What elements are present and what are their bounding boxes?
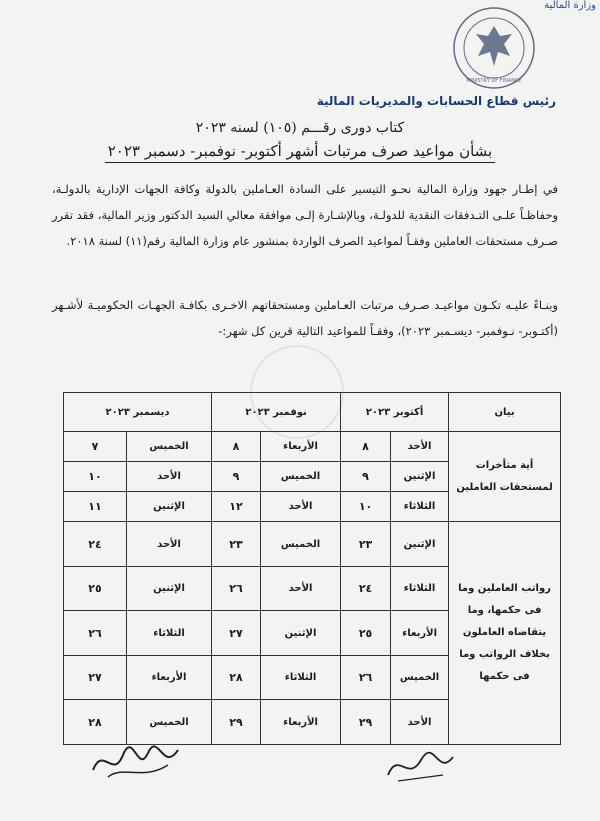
logo-text: MINISTRY OF FINANCE	[466, 78, 522, 84]
oct-date: ٩	[341, 462, 391, 492]
dec-day: الأحد	[127, 462, 212, 492]
nov-day: الإثنين	[261, 611, 341, 656]
nov-date: ٩	[212, 462, 261, 492]
group-label-salaries: رواتب العاملين وما فى حكمها، وما يتقاضاه العاملون بخلاف الرواتب وما فى حكمها	[449, 522, 561, 745]
dec-date: ٢٥	[64, 566, 127, 611]
nov-date: ٢٦	[212, 566, 261, 611]
oct-day: الأربعاء	[391, 611, 449, 656]
oct-day: الثلاثاء	[391, 566, 449, 611]
oct-date: ٢٤	[341, 566, 391, 611]
oct-date: ٢٣	[341, 522, 391, 567]
title-underline	[105, 162, 495, 163]
dec-day: الأربعاء	[127, 655, 212, 700]
eagle-emblem-icon	[452, 6, 536, 90]
oct-day: الخميس	[391, 655, 449, 700]
oct-day: الإثنين	[391, 462, 449, 492]
dec-date: ٢٨	[64, 700, 127, 745]
nov-day: الأربعاء	[261, 700, 341, 745]
nov-date: ١٢	[212, 492, 261, 522]
nov-day: الخميس	[261, 522, 341, 567]
dec-date: ١٠	[64, 462, 127, 492]
circular-title: كتاب دورى رقـــم (١٠٥) لسنه ٢٠٢٣	[195, 120, 405, 136]
oct-day: الأحد	[391, 700, 449, 745]
dec-day: الثلاثاء	[127, 611, 212, 656]
header-december: ديسمبر ٢٠٢٣	[64, 393, 212, 432]
circular-subject: بشأن مواعيد صرف مرتبات أشهر أكتوبر- نوفمبر- دسمبر ٢٠٢٣	[107, 142, 493, 160]
dec-day: الخميس	[127, 700, 212, 745]
nov-day: الأربعاء	[261, 432, 341, 462]
nov-day: الخميس	[261, 462, 341, 492]
signature-left	[88, 735, 183, 785]
dec-date: ٢٦	[64, 611, 127, 656]
nov-day: الأحد	[261, 492, 341, 522]
payment-schedule-table	[63, 392, 561, 745]
header-label: بيان	[449, 393, 561, 432]
header-november: نوفمبر ٢٠٢٣	[212, 393, 341, 432]
oct-date: ٢٥	[341, 611, 391, 656]
oct-day: الثلاثاء	[391, 492, 449, 522]
dec-date: ١١	[64, 492, 127, 522]
table-header-row	[64, 393, 561, 432]
dec-day: الأحد	[127, 522, 212, 567]
nov-day: الثلاثاء	[261, 655, 341, 700]
header-october: أكتوبر ٢٠٢٣	[341, 393, 449, 432]
dec-date: ٧	[64, 432, 127, 462]
dec-date: ٢٤	[64, 522, 127, 567]
oct-date: ٨	[341, 432, 391, 462]
oct-day: الأحد	[391, 432, 449, 462]
dec-day: الخميس	[127, 432, 212, 462]
table-row	[64, 522, 561, 567]
signature-right	[383, 745, 458, 785]
nov-date: ٨	[212, 432, 261, 462]
dec-date: ٢٧	[64, 655, 127, 700]
oct-day: الإثنين	[391, 522, 449, 567]
nov-date: ٢٩	[212, 700, 261, 745]
oct-date: ١٠	[341, 492, 391, 522]
oct-date: ٢٦	[341, 655, 391, 700]
table-row	[64, 432, 561, 462]
header-top-text: وزارة المالية	[544, 0, 596, 11]
dec-day: الإثنين	[127, 566, 212, 611]
nov-date: ٢٨	[212, 655, 261, 700]
sector-title: رئيس قطاع الحسابات والمديريات المالية	[316, 94, 556, 108]
body-paragraph-2: وبنـاءً عليـه تكـون مواعيـد صـرف مرتبات العـاملين ومستحقاتهم الاخـرى بكافـة الجهـات الحكوميـة لأشـهر (أكتـوبر- نـوفمبر- ديسـمبر ٢٠٢٣)، وفقـاً للمواعيد التالية قرين كل شهر:-	[52, 298, 558, 338]
nov-date: ٢٣	[212, 522, 261, 567]
nov-day: الأحد	[261, 566, 341, 611]
group-label-arrears: أية متأخرات لمستحقات العاملين	[449, 432, 561, 522]
body-paragraph-1: في إطـار جهود وزارة المالية نحـو التيسير على السادة العـاملين بالدولة وكافة الجهات الإدارية بالدولـة، وحفاظـاً علـى التـدفقات النقدية للدولـة، وبالإشـارة إلـى موافقة معالي السيد الدكتور وزير المالية، فقد تقرر صـرف مستحقات العاملين وفقـاً لمواعيد الصرف الواردة بمنشور عام وزارة المالية رقم(١١) لسنة ٢٠١٨.	[52, 182, 558, 248]
dec-day: الإثنين	[127, 492, 212, 522]
nov-date: ٢٧	[212, 611, 261, 656]
oct-date: ٢٩	[341, 700, 391, 745]
